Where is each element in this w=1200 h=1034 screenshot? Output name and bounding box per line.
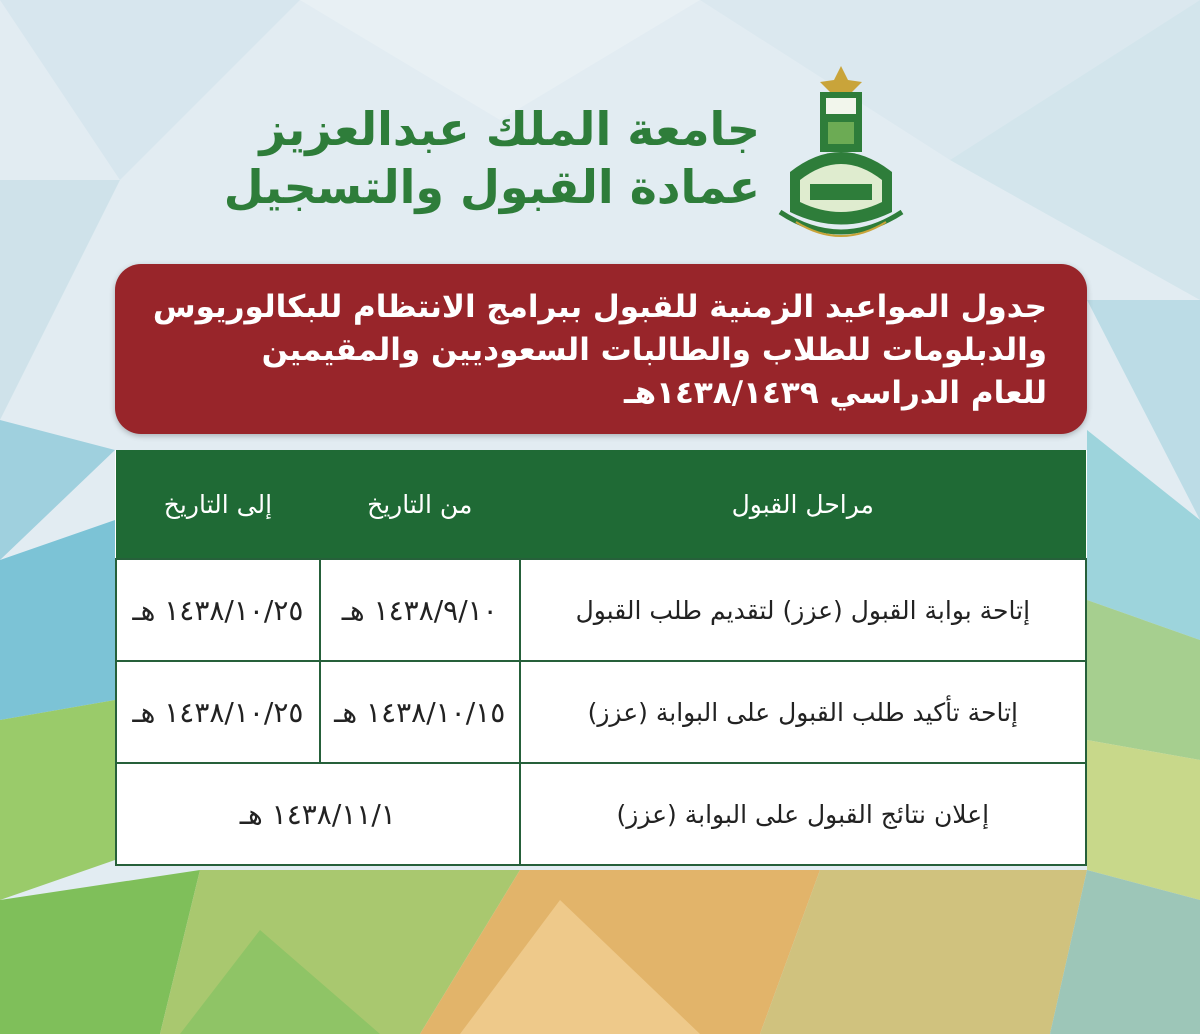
from-date-cell: ١٤٣٨/١٠/١٥ هـ — [320, 661, 520, 763]
stage-cell: إعلان نتائج القبول على البوابة (عزز) — [520, 763, 1086, 865]
header-from-date: من التاريخ — [320, 450, 520, 559]
banner-line-2: والدبلومات للطلاب والطالبات السعوديين والمقيمين — [261, 332, 1047, 368]
deanship-name: عمادة القبول والتسجيل — [223, 160, 760, 214]
to-date-cell: ١٤٣٨/١٠/٢٥ هـ — [116, 559, 320, 661]
title-banner — [115, 264, 1087, 434]
table-row — [116, 559, 1086, 661]
admission-schedule-table — [115, 450, 1087, 866]
university-name: جامعة الملك عبدالعزيز — [259, 102, 760, 156]
university-emblem-icon — [770, 62, 912, 254]
banner-line-1: جدول المواعيد الزمنية للقبول ببرامج الانتظام للبكالوريوس — [152, 289, 1047, 325]
announcement-date-cell: ١٤٣٨/١١/١ هـ — [116, 763, 520, 865]
from-date-cell: ١٤٣٨/٩/١٠ هـ — [320, 559, 520, 661]
table-header-row — [116, 450, 1086, 559]
stage-cell: إتاحة بوابة القبول (عزز) لتقديم طلب القبول — [520, 559, 1086, 661]
stage-cell: إتاحة تأكيد طلب القبول على البوابة (عزز) — [520, 661, 1086, 763]
table-row — [116, 661, 1086, 763]
header-titles — [200, 100, 760, 216]
header-to-date: إلى التاريخ — [116, 450, 320, 559]
banner-line-3: للعام الدراسي ١٤٣٨/١٤٣٩هـ — [623, 375, 1047, 411]
header-stage: مراحل القبول — [520, 450, 1086, 559]
table-row — [116, 763, 1086, 865]
to-date-cell: ١٤٣٨/١٠/٢٥ هـ — [116, 661, 320, 763]
